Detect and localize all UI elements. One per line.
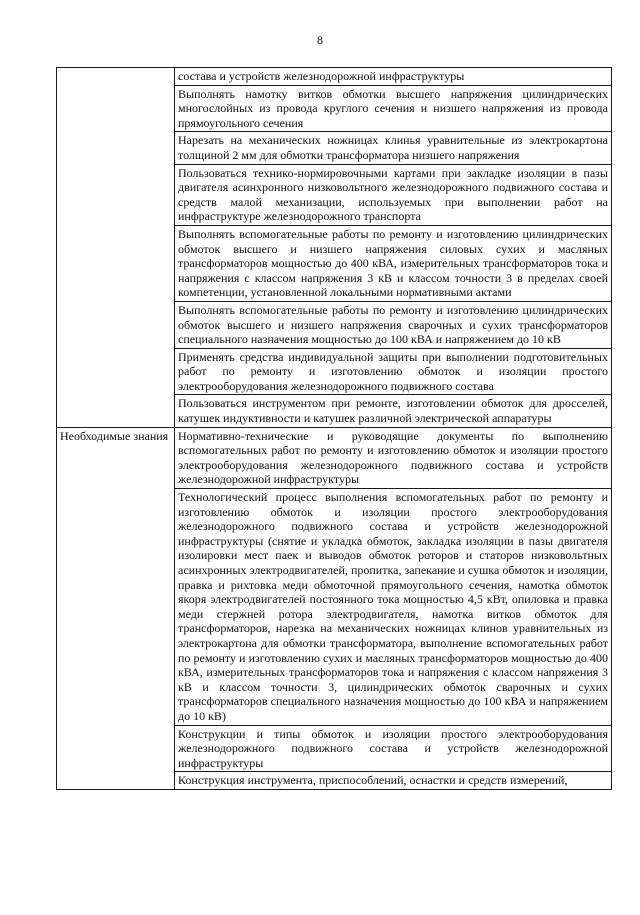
table-row [57, 427, 612, 488]
knowledge-text: Конструкция инструмента, приспособлений, оснастки и средств измерений, [175, 772, 612, 790]
skill-text: Пользоваться инструментом при ремонте, изготовлении обмоток для дросселей, катушек индуктивности и катушек различной электрической аппаратуры [175, 395, 612, 427]
table-row [57, 68, 612, 86]
skill-text: Выполнять вспомогательные работы по ремонту и изготовлению цилиндрических обмоток высшего и низшего напряжения сварочных и сухих трансформаторов специального назначения мощностью до 100 кВА и напряжением до 10 кВ [175, 301, 612, 348]
label-cell-skills [57, 68, 175, 428]
label-cell-knowledge [57, 427, 175, 789]
skill-text: состава и устройств железнодорожной инфраструктуры [175, 68, 612, 86]
skill-text: Пользоваться технико-нормировочными картами при закладке изоляции в пазы двигателя асинхронного низковольтного железнодорожного подвижного состава и средств малой механизации, используемых при выполнении работ на инфраструктуре железнодорожного транспорта [175, 164, 612, 225]
skill-text: Нарезать на механических ножницах клинья уравнительные из электрокартона толщиной 2 мм для обмотки трансформатора низшего напряжения [175, 132, 612, 164]
knowledge-text: Конструкции и типы обмоток и изоляции простого электрооборудования железнодорожного подвижного состава и устройств железнодорожной инфраструктуры [175, 725, 612, 772]
skill-text: Применять средства индивидуальной защиты при выполнении подготовительных работ по ремонту и изготовлению обмоток и изоляции простого электрооборудования железнодорожного подвижного состава [175, 348, 612, 395]
skill-text: Выполнять намотку витков обмотки высшего напряжения цилиндрических многослойных из провода круглого сечения и низшего напряжения из провода прямоугольного сечения [175, 85, 612, 132]
knowledge-text: Нормативно-технические и руководящие документы по выполнению вспомогательных работ по ремонту и изготовлению обмоток и изоляции простого электрооборудования железнодорожного подвижного состава и устройств железнодорожной инфраструктуры [175, 427, 612, 488]
page-number: 8 [317, 33, 323, 47]
knowledge-text: Технологический процесс выполнения вспомогательных работ по ремонту и изготовлению обмоток и изоляции простого электрооборудования железнодорожного подвижного состава и устройств железнодорожной инфраструктуры (снятие и укладка обмоток, закладка изоляции в пазы двигателя изолировки мест паек и выводов обмоток роторов и статоров низковольтных асинхронных электродвигателей, пропитка, запекание и сушка обмоток и изоляции, правка и рихтовка меди обмоточной прямоугольного сечения, намотка обмоток якоря электродвигателей постоянного тока мощностью 4,5 кВт, опиловка и правка меди стержней ротора электродвигателя, намотка витков обмоток для трансформаторов, нарезка на механических ножницах клинов уравнительных из электрокартона для обмотки трансформатора, выполнение вспомогательных работ по ремонту и изготовлению сухих и масляных трансформаторов мощностью до 400 кВА, измерительных трансформаторов тока и напряжения с классом напряжения 3 кВ и классом точности 3, цилиндрических обмоток сварочных и сухих трансформаторов специального назначения мощностью до 100 кВА и напряжением до 10 кВ) [175, 489, 612, 726]
competency-table [56, 67, 612, 790]
skill-text: Выполнять вспомогательные работы по ремонту и изготовлению цилиндрических обмоток высшего и низшего напряжения силовых сухих и масляных трансформаторов мощностью до 400 кВА, измерительных трансформаторов тока и напряжения с классом напряжения 3 кВ и классом точности 3 в пределах своей компетенции, установленной локальными нормативными актами [175, 225, 612, 301]
knowledge-label: Необходимые знания [60, 428, 169, 443]
